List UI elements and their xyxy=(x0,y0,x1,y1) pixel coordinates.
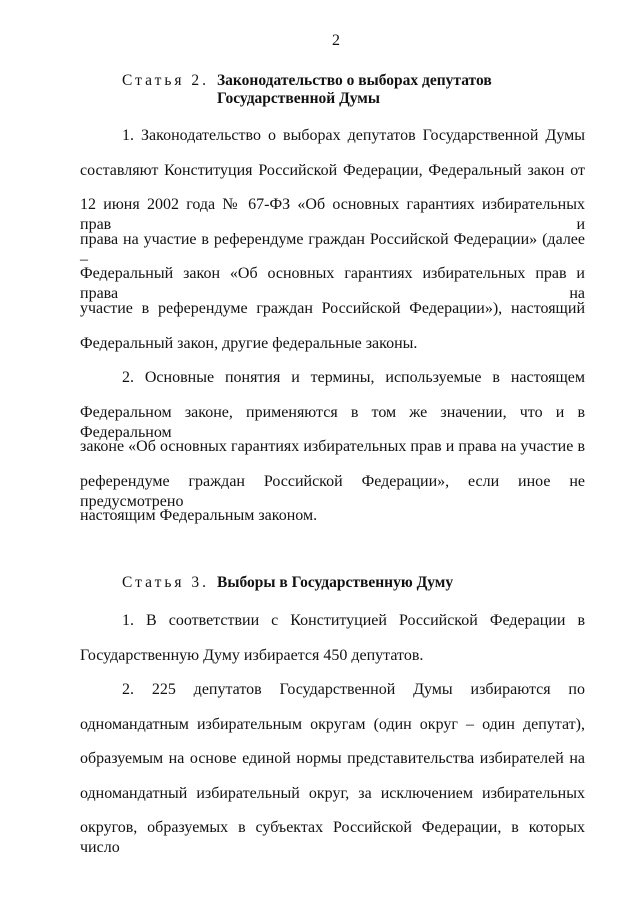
article-3-heading xyxy=(122,574,454,592)
text-line-content: 2. 225 депутатов Государственной Думы избираются по xyxy=(122,681,585,698)
article-2-paragraph-2 xyxy=(80,368,585,541)
text-line xyxy=(80,646,585,681)
text-line-content: права на участие в референдуме граждан Российской Федерации» (далее – xyxy=(80,230,585,268)
text-line-content: округов, образуемых в субъектах Российской Федерации, в которых число xyxy=(80,819,585,857)
text-line-content: одномандатный избирательный округ, за исключением избирательных xyxy=(80,784,585,802)
page-number: 2 xyxy=(332,32,340,49)
article-title xyxy=(217,574,453,592)
text-line xyxy=(80,784,585,819)
text-line-content: Федеральный закон, другие федеральные законы. xyxy=(80,334,418,352)
text-line-content: образуемым на основе единой нормы представительства избирателей на xyxy=(80,750,585,768)
text-line xyxy=(80,506,585,541)
text-line-content: настоящим Федеральным законом. xyxy=(80,507,318,525)
article-3-paragraph-1 xyxy=(80,611,585,680)
article-2-paragraph-1 xyxy=(80,126,585,368)
article-2-heading xyxy=(122,72,492,107)
article-title-line: Государственной Думы xyxy=(217,90,380,107)
text-line xyxy=(80,818,585,857)
text-line xyxy=(80,749,585,784)
text-line-content: 12 июня 2002 года № 67-ФЗ «Об основных гарантиях избирательных прав и xyxy=(80,196,585,234)
text-line xyxy=(80,126,585,161)
text-line-content: участие в референдуме граждан Российской Федерации»), настоящий xyxy=(80,299,585,317)
text-line xyxy=(80,334,585,369)
text-line xyxy=(80,299,585,334)
text-line-content: одномандатным избирательным округам (один округ – один депутат), xyxy=(80,715,585,733)
text-line-content: составляют Конституция Российской Федерации, Федеральный закон от xyxy=(80,161,585,179)
text-line-content: 2. Основные понятия и термины, используемые в настоящем xyxy=(122,369,585,386)
text-line-content: Федеральный закон «Об основных гарантиях избирательных прав и права на xyxy=(80,265,585,303)
article-title-line: Выборы в Государственную Думу xyxy=(217,574,454,591)
text-line xyxy=(80,161,585,196)
text-line-content: референдуме граждан Российской Федерации», если иное не предусмотрено xyxy=(80,472,585,510)
text-line-content: Федеральном законе, применяются в том же значении, что и в Федеральном xyxy=(80,403,585,441)
text-line xyxy=(80,368,585,403)
text-line xyxy=(80,680,585,715)
text-line xyxy=(80,195,585,234)
text-line-content: 1. Законодательство о выборах депутатов Государственной Думы xyxy=(122,127,585,144)
article-title xyxy=(217,72,492,108)
text-line xyxy=(80,230,585,268)
article-label: Статья 3. xyxy=(122,574,210,591)
article-3-paragraph-2 xyxy=(80,680,585,857)
text-line xyxy=(80,264,585,303)
text-line xyxy=(80,715,585,750)
text-line-content: 1. В соответствии с Конституцией Российской Федерации в xyxy=(122,612,585,629)
article-title-line: Законодательство о выборах депутатов xyxy=(217,72,492,89)
text-line-content: законе «Об основных гарантиях избирательных прав и права на участие в xyxy=(80,438,585,456)
text-line xyxy=(80,437,585,472)
text-line xyxy=(80,403,585,441)
text-line xyxy=(80,611,585,646)
article-label: Статья 2. xyxy=(122,72,210,89)
text-line-content: Государственную Думу избирается 450 депутатов. xyxy=(80,646,424,664)
text-line xyxy=(80,472,585,510)
